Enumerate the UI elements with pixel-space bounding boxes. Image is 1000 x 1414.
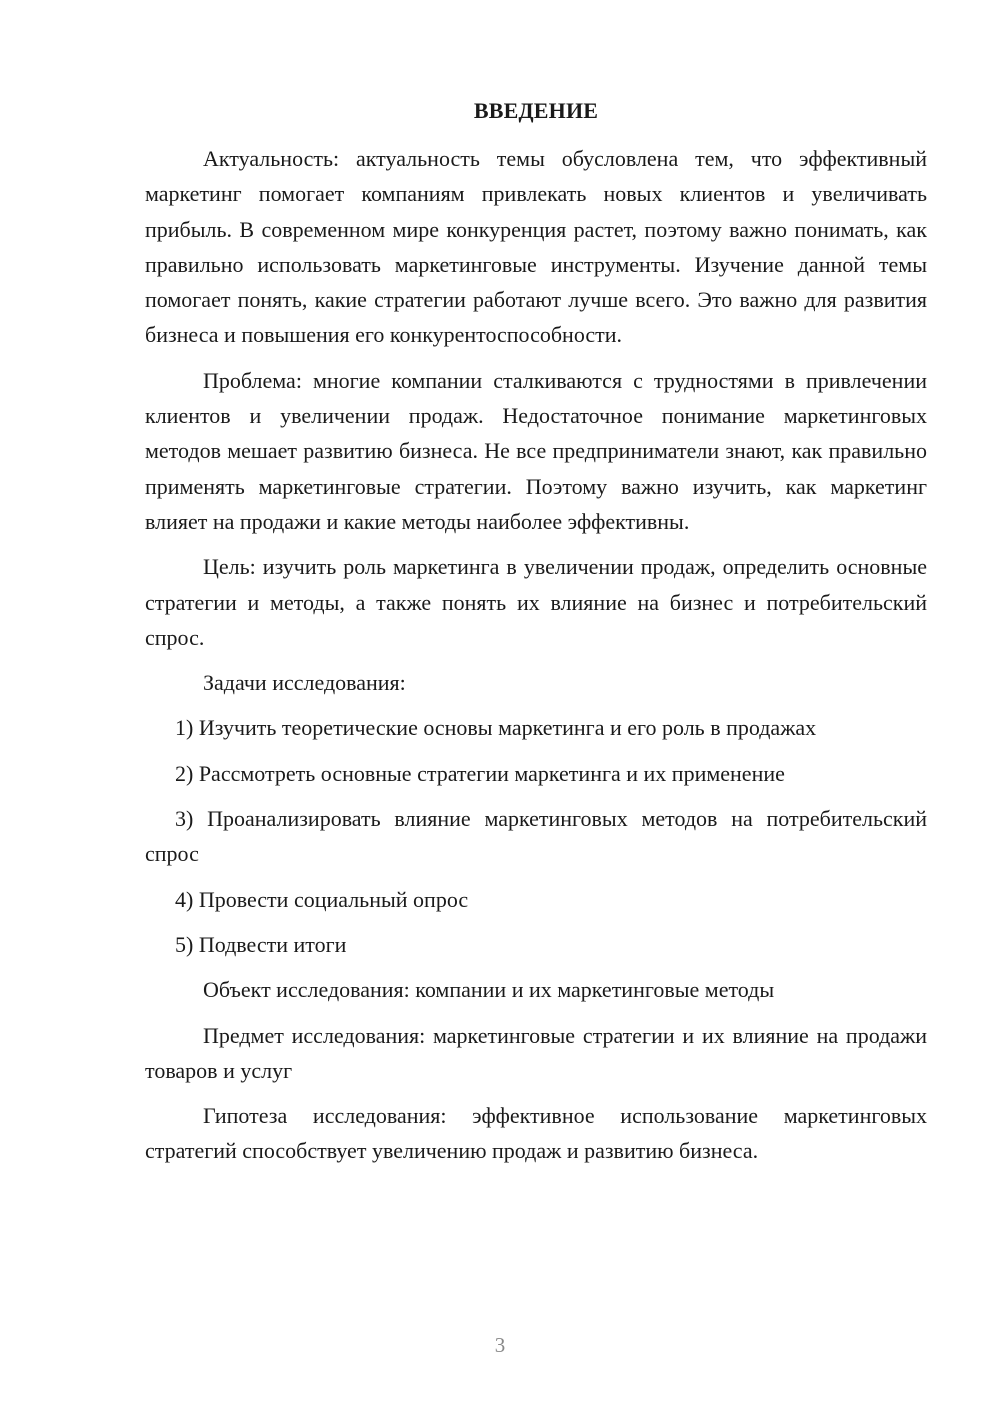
paragraph-hypothesis: Гипотеза исследования: эффективное использование маркетинговых стратегий способствует увеличению продаж и развитию бизнеса. xyxy=(145,1103,927,1164)
paragraph-subject: Предмет исследования: маркетинговые стратегии и их влияние на продажи товаров и услуг xyxy=(145,1022,927,1083)
paragraph-object: Объект исследования: компании и их маркетинговые методы xyxy=(203,977,775,1003)
page-number: 3 xyxy=(494,1333,506,1357)
section-heading: ВВЕДЕНИЕ xyxy=(473,98,599,123)
paragraph-relevance: Актуальность: актуальность темы обусловлена тем, что эффективный маркетинг помогает компаниям привлекать новых клиентов и увеличивать прибыль. В современном мире конкуренция растет, поэтому важно понимать, как правильно использовать маркетинговые инструменты. Изучение данной темы помогает понять, какие стратегии работают лучше всего. Это важно для развития бизнеса и повышения его конкурентоспособности. xyxy=(145,146,927,348)
task-item-5: 5) Подвести итоги xyxy=(175,931,347,957)
task-item-3: 3) Проанализировать влияние маркетинговых методов на потребительский спрос xyxy=(145,806,927,867)
task-item-4: 4) Провести социальный опрос xyxy=(175,886,469,912)
paragraph-tasks-title: Задачи исследования: xyxy=(203,670,406,696)
task-item-2: 2) Рассмотреть основные стратегии маркетинга и их применение xyxy=(175,760,785,786)
task-item-1: 1) Изучить теоретические основы маркетинга и его роль в продажах xyxy=(175,715,817,741)
paragraph-problem: Проблема: многие компании сталкиваются с трудностями в привлечении клиентов и увеличении продаж. Недостаточное понимание маркетинговых методов мешает развитию бизнеса. Не все предприниматели знают, как правильно применять маркетинговые стратегии. Поэтому важно изучить, как маркетинг влияет на продажи и какие методы наиболее эффективны. xyxy=(145,367,927,534)
paragraph-goal: Цель: изучить роль маркетинга в увеличении продаж, определить основные стратегии и методы, а также понять их влияние на бизнес и потребительский спрос. xyxy=(145,554,927,650)
document-page xyxy=(145,95,927,1179)
